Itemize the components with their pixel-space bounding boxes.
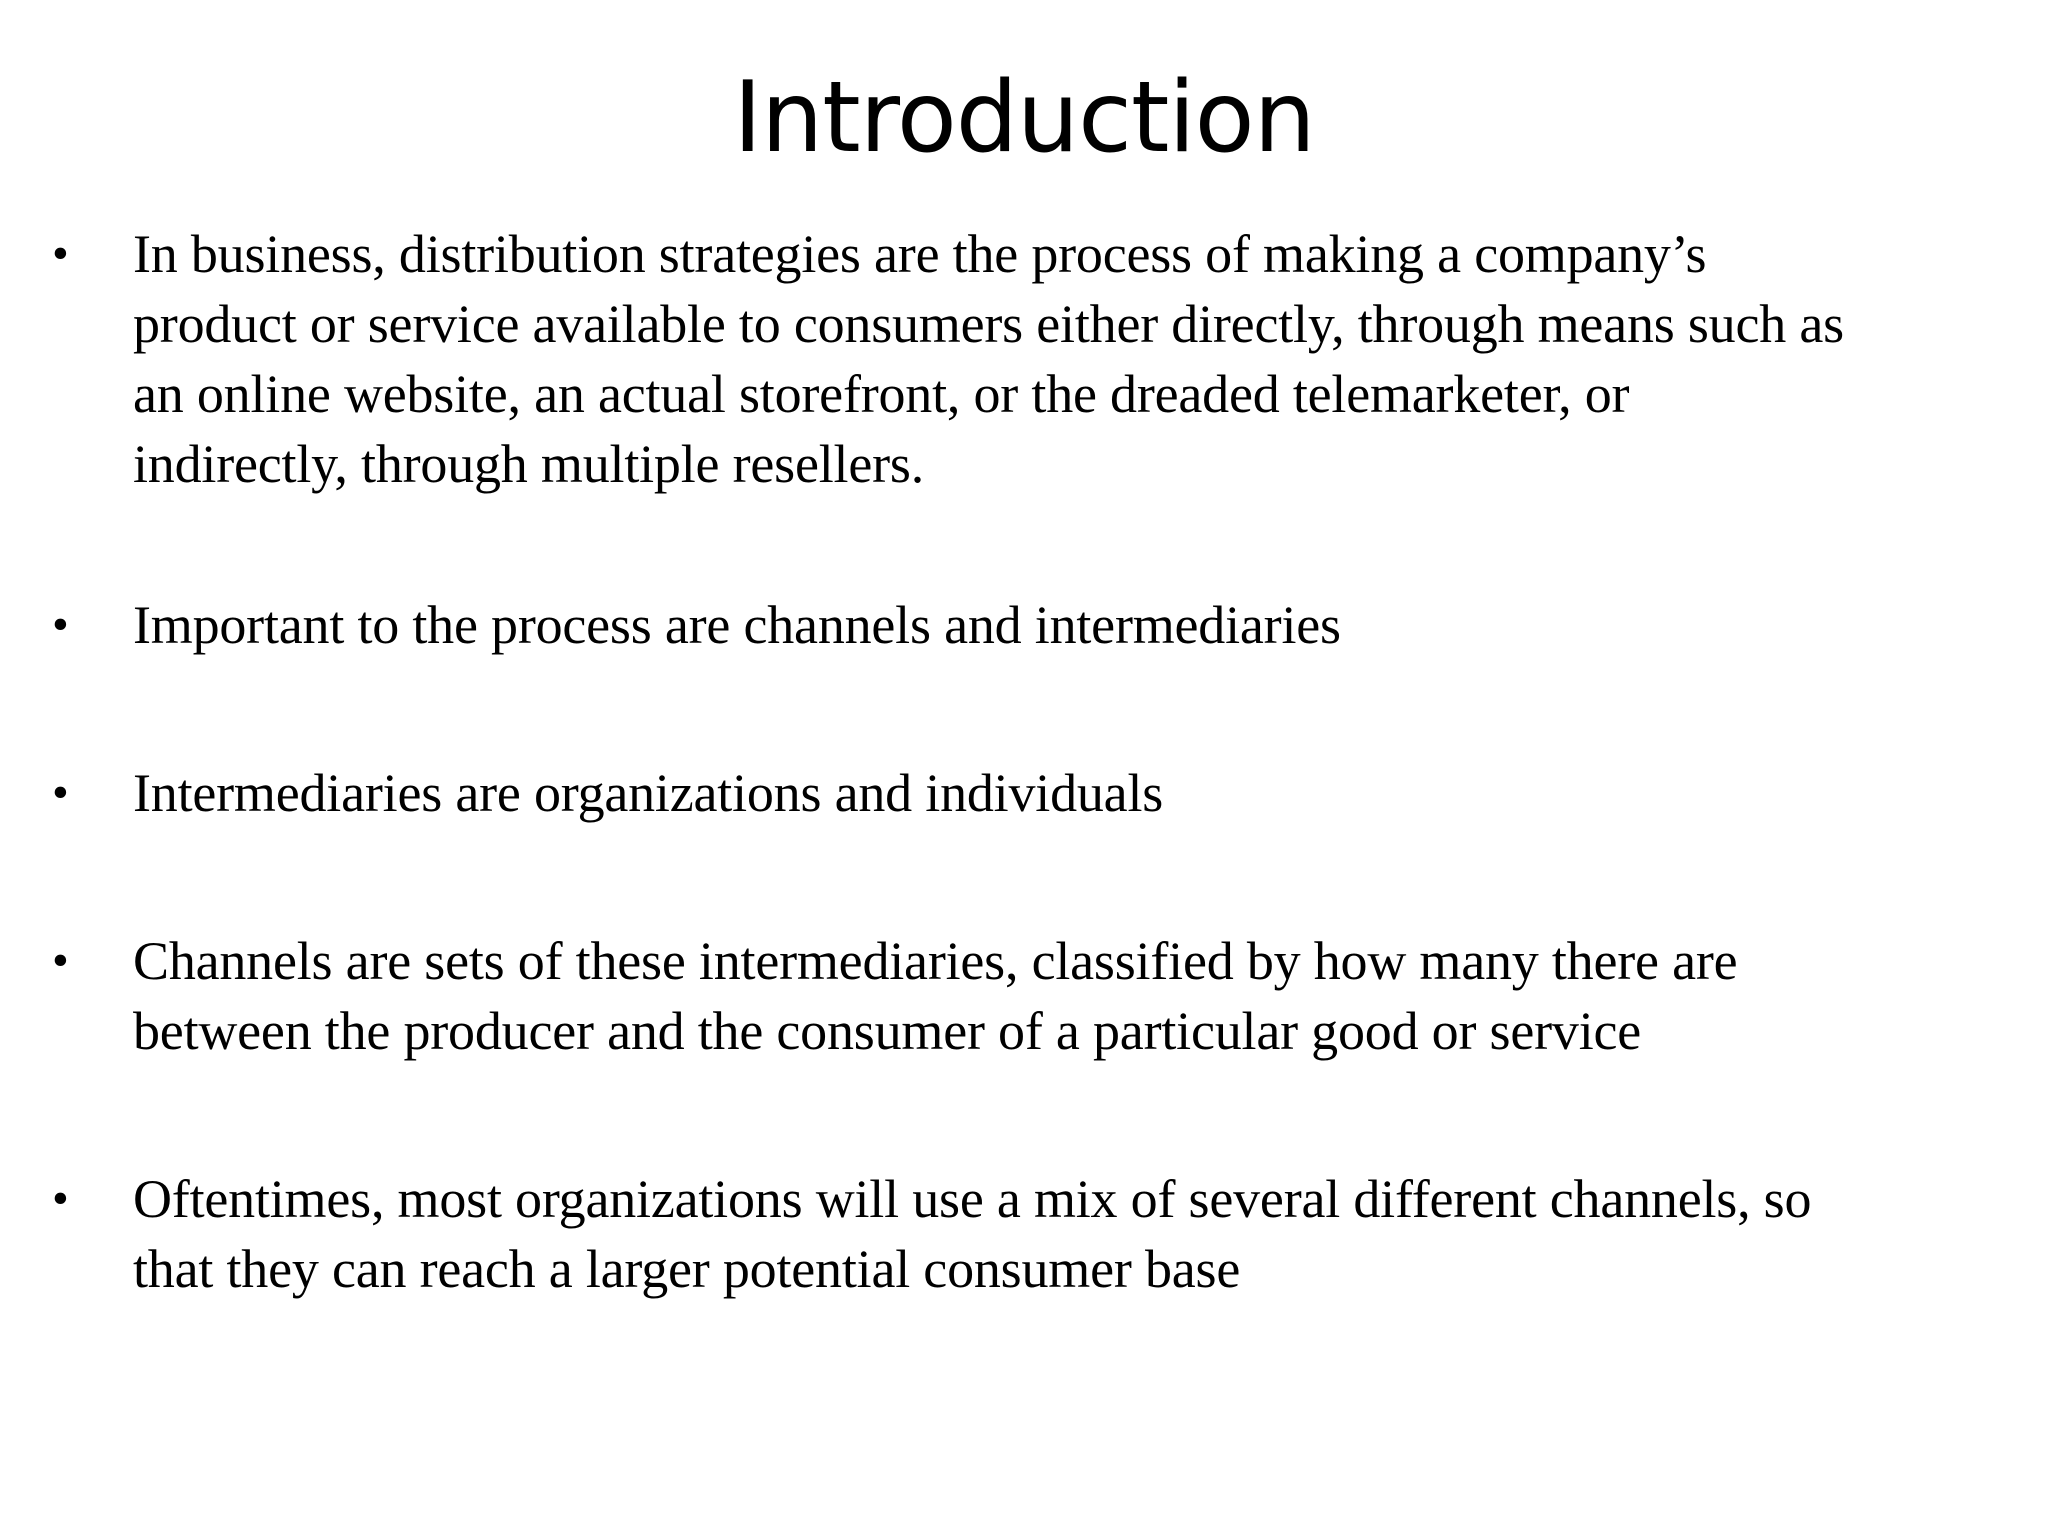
bullet-text-line: that they can reach a larger potential consumer base bbox=[133, 1239, 1241, 1299]
bullet-marker: • bbox=[52, 598, 69, 651]
bullet-text bbox=[133, 758, 2013, 828]
bullet-text-line: In business, distribution strategies are the process of making a company’s bbox=[133, 224, 1707, 284]
slide-title: Introduction bbox=[733, 61, 1315, 175]
bullet-text-line: indirectly, through multiple resellers. bbox=[133, 434, 924, 494]
bullet-text bbox=[133, 219, 2013, 499]
bullet-marker: • bbox=[52, 227, 69, 280]
bullet-marker: • bbox=[52, 766, 69, 819]
bullet-text-line: product or service available to consumers either directly, through means such as bbox=[133, 294, 1844, 354]
bullet-text bbox=[133, 590, 2013, 660]
bullet-text bbox=[133, 926, 2013, 1066]
bullet-text-line: Channels are sets of these intermediaries, classified by how many there are bbox=[133, 931, 1738, 991]
bullet-text-line: Intermediaries are organizations and individuals bbox=[133, 763, 1164, 823]
bullet-text-line: an online website, an actual storefront, or the dreaded telemarketer, or bbox=[133, 364, 1630, 424]
bullet-marker: • bbox=[52, 1172, 69, 1225]
bullet-text bbox=[133, 1164, 2013, 1304]
bullet-marker: • bbox=[52, 934, 69, 987]
bullet-text-line: Important to the process are channels and intermediaries bbox=[133, 595, 1341, 655]
bullet-text-line: between the producer and the consumer of a particular good or service bbox=[133, 1001, 1642, 1061]
bullet-text-line: Oftentimes, most organizations will use a mix of several different channels, so bbox=[133, 1169, 1812, 1229]
